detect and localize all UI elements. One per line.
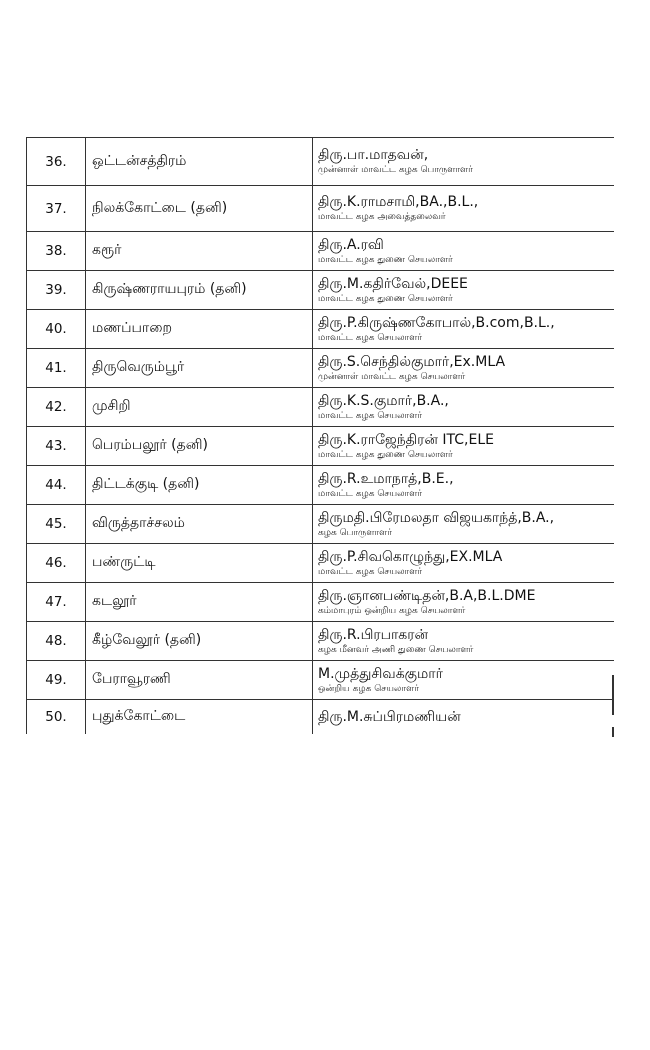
serial-number: 44. xyxy=(27,466,86,505)
candidate-name: திரு.R.பிரபாகரன் xyxy=(318,626,429,643)
candidate-cell xyxy=(313,544,615,583)
table-row xyxy=(27,661,615,700)
candidate-name: திரு.R.உமாநாத்,B.E., xyxy=(318,470,454,487)
table-row xyxy=(27,622,615,661)
constituency-name: முசிறி xyxy=(86,388,313,427)
table-row xyxy=(27,700,615,734)
candidate-role: கழக மீனவர் அணி துணை செயலாளர் xyxy=(318,644,474,655)
candidate-role: மாவட்ட கழக செயலாளர் xyxy=(318,488,423,499)
candidate-role: ஒன்றிய கழக செயலாளர் xyxy=(318,683,419,694)
candidate-name: திரு.S.செந்தில்குமார்,Ex.MLA xyxy=(318,353,506,370)
constituency-name: திட்டக்குடி (தனி) xyxy=(86,466,313,505)
candidate-cell xyxy=(313,583,615,622)
serial-number: 48. xyxy=(27,622,86,661)
candidate-table xyxy=(26,137,614,734)
candidate-cell xyxy=(313,427,615,466)
candidate-cell xyxy=(313,505,615,544)
constituency-name: கீழ்வேலூர் (தனி) xyxy=(86,622,313,661)
candidate-role: கம்மாபுரம் ஒன்றிய கழக செயலாளர் xyxy=(318,605,466,616)
candidate-table-body xyxy=(27,138,615,734)
constituency-name: கடலூர் xyxy=(86,583,313,622)
constituency-name: நிலக்கோட்டை (தனி) xyxy=(86,186,313,232)
table-row xyxy=(27,349,615,388)
candidate-name: திரு.M.கதிர்வேல்,DEEE xyxy=(318,275,468,292)
candidate-role: மாவட்ட கழக அவைத்தலைவர் xyxy=(318,212,446,223)
candidate-cell xyxy=(313,271,615,310)
candidate-cell xyxy=(313,388,615,427)
serial-number: 37. xyxy=(27,186,86,232)
candidate-name: திரு.ஞானபண்டிதன்,B.A,B.L.DME xyxy=(318,587,536,604)
candidate-name: திரு.பா.மாதவன், xyxy=(318,147,429,164)
candidate-cell xyxy=(313,466,615,505)
serial-number: 50. xyxy=(27,700,86,734)
candidate-cell xyxy=(313,622,615,661)
candidate-cell xyxy=(313,138,615,186)
serial-number: 42. xyxy=(27,388,86,427)
candidate-cell xyxy=(313,232,615,271)
constituency-name: கரூர் xyxy=(86,232,313,271)
candidate-name: திரு.M.சுப்பிரமணியன் xyxy=(318,708,461,725)
serial-number: 39. xyxy=(27,271,86,310)
table-row xyxy=(27,505,615,544)
constituency-name: பண்ருட்டி xyxy=(86,544,313,583)
table-row xyxy=(27,388,615,427)
table-row xyxy=(27,271,615,310)
candidate-role: மாவட்ட கழக செயலாளர் xyxy=(318,566,423,577)
candidate-cell xyxy=(313,700,615,734)
table-row xyxy=(27,544,615,583)
constituency-name: பெரம்பலூர் (தனி) xyxy=(86,427,313,466)
table-row xyxy=(27,310,615,349)
serial-number: 36. xyxy=(27,138,86,186)
candidate-name: திரு.A.ரவி xyxy=(318,236,384,253)
candidate-role: முன்னாள் மாவட்ட கழக பொருளாளர் xyxy=(318,165,473,176)
candidate-cell xyxy=(313,661,615,700)
constituency-name: புதுக்கோட்டை xyxy=(86,700,313,734)
candidate-role: மாவட்ட கழக துணை செயலாளர் xyxy=(318,254,453,265)
table-row xyxy=(27,186,615,232)
serial-number: 40. xyxy=(27,310,86,349)
candidate-role: மாவட்ட கழக துணை செயலாளர் xyxy=(318,293,453,304)
constituency-name: திருவெரும்பூர் xyxy=(86,349,313,388)
constituency-name: ஒட்டன்சத்திரம் xyxy=(86,138,313,186)
candidate-name: திரு.P.கிருஷ்ணகோபால்,B.com,B.L., xyxy=(318,314,555,331)
candidate-role: மாவட்ட கழக துணை செயலாளர் xyxy=(318,449,453,460)
candidate-role: கழக பொருளாளர் xyxy=(318,527,393,538)
constituency-name: விருத்தாச்சலம் xyxy=(86,505,313,544)
candidate-role: முன்னாள் மாவட்ட கழக செயலாளர் xyxy=(318,371,466,382)
candidate-name: திரு.K.ராஜேந்திரன் ITC,ELE xyxy=(318,431,494,448)
constituency-name: பேராவூரணி xyxy=(86,661,313,700)
candidate-name: திரு.K.S.குமார்,B.A., xyxy=(318,392,449,409)
table-row xyxy=(27,583,615,622)
candidate-role: மாவட்ட கழக செயலாளர் xyxy=(318,332,423,343)
candidate-cell xyxy=(313,349,615,388)
serial-number: 43. xyxy=(27,427,86,466)
serial-number: 49. xyxy=(27,661,86,700)
right-edge-mark-upper xyxy=(612,675,614,715)
constituency-name: கிருஷ்ணராயபுரம் (தனி) xyxy=(86,271,313,310)
table-row xyxy=(27,232,615,271)
serial-number: 41. xyxy=(27,349,86,388)
candidate-role: மாவட்ட கழக செயலாளர் xyxy=(318,410,423,421)
table-row xyxy=(27,427,615,466)
table-row xyxy=(27,138,615,186)
candidate-name: திரு.P.சிவகொழுந்து,EX.MLA xyxy=(318,548,503,565)
serial-number: 38. xyxy=(27,232,86,271)
candidate-name: திரு.K.ராமசாமி,BA.,B.L., xyxy=(318,194,479,211)
right-edge-mark-lower xyxy=(612,727,614,737)
serial-number: 46. xyxy=(27,544,86,583)
candidate-name: திருமதி.பிரேமலதா விஜயகாந்த்,B.A., xyxy=(318,509,555,526)
serial-number: 47. xyxy=(27,583,86,622)
constituency-name: மணப்பாறை xyxy=(86,310,313,349)
candidate-cell xyxy=(313,310,615,349)
table-row xyxy=(27,466,615,505)
candidate-name: M.முத்துசிவக்குமார் xyxy=(318,665,443,682)
candidate-cell xyxy=(313,186,615,232)
serial-number: 45. xyxy=(27,505,86,544)
